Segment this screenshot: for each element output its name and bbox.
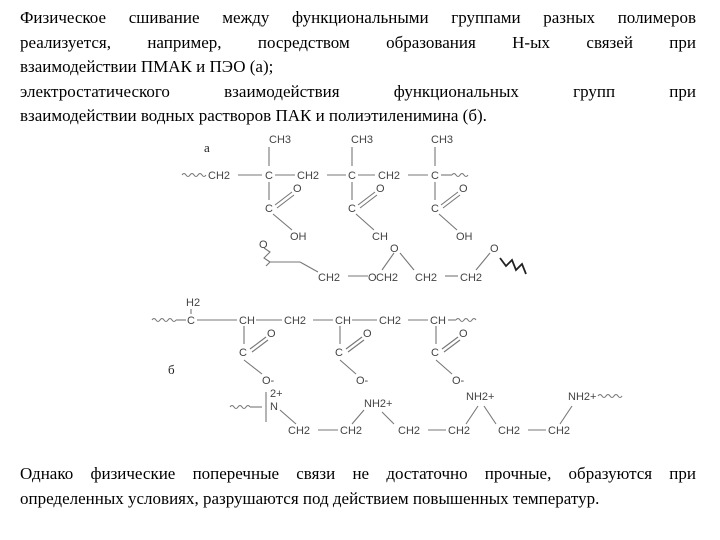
a-o-2: O — [376, 183, 385, 195]
b-ch-2: CH — [335, 315, 351, 327]
b-c-low-3: C — [431, 347, 439, 359]
a-ch3-1: CH3 — [269, 134, 292, 146]
a-ch-1: CH — [372, 231, 388, 243]
intro-line-5: взаимодействии водных растворов ПАК и полиэтиленимина (б). — [20, 106, 487, 125]
intro-line-4: электростатического взаимодействия функциональных групп при — [20, 81, 696, 101]
a-ch3-2: CH3 — [351, 134, 374, 146]
a-peo-o-mid: O — [390, 243, 399, 255]
a-peo-och2: O — [368, 272, 377, 284]
b-ominus-2: O- — [356, 375, 369, 387]
b-ch2-d: CH2 — [448, 425, 471, 437]
a-oh-1: OH — [290, 231, 307, 243]
b-nh2-3: NH2+ — [568, 391, 597, 403]
intro-line-2: реализуется, например, посредством образования H-ых связей при — [20, 32, 696, 52]
outro-line-1: Однако физические поперечные связи не достаточно прочные, образуются при — [20, 464, 696, 483]
b-nh2-1: NH2+ — [364, 398, 393, 410]
a-o-1: O — [293, 183, 302, 195]
b-ominus-3: O- — [452, 375, 465, 387]
b-ch-1: CH — [239, 315, 255, 327]
b-ch2-2: CH2 — [379, 315, 402, 327]
a-c-low-2: C — [348, 203, 356, 215]
outro-line-2: определенных условиях, разрушаются под действием повышенных температур. — [20, 488, 600, 508]
b-ch2-e: CH2 — [498, 425, 521, 437]
b-o-2: O — [363, 328, 372, 340]
b-ch-3: CH — [430, 315, 446, 327]
b-o-3: O — [459, 328, 468, 340]
b-nh2-2: NH2+ — [466, 391, 495, 403]
a-peo-ch2-3: CH2 — [415, 272, 438, 284]
a-peo-o-right: O — [490, 243, 499, 255]
a-c-low-1: C — [265, 203, 273, 215]
b-ch2-b: CH2 — [340, 425, 363, 437]
a-ch3-3: CH3 — [431, 134, 454, 146]
a-c-1: C — [265, 170, 273, 182]
intro-line-3: взаимодействии ПМАК и ПЭО (а); — [20, 57, 274, 76]
a-ch2-3: CH2 — [378, 170, 401, 182]
a-c-3: C — [431, 170, 439, 182]
intro-line-1: Физическое сшивание между функциональными группами разных полимеров — [20, 8, 696, 27]
b-ominus-1: O- — [262, 375, 275, 387]
b-c-low-2: C — [335, 347, 343, 359]
a-peo-ch2-4: CH2 — [460, 272, 483, 284]
a-ch2-2: CH2 — [297, 170, 320, 182]
intro-paragraph — [20, 6, 696, 129]
b-ch2-f: CH2 — [548, 425, 571, 437]
panel-a-label: а — [204, 140, 210, 155]
b-h2: H2 — [186, 297, 201, 309]
a-c-low-3: C — [431, 203, 439, 215]
a-peo-ch2-2: CH2 — [376, 272, 399, 284]
b-ch2-1: CH2 — [284, 315, 307, 327]
b-n-charge: 2+ — [270, 388, 283, 400]
a-peo-o-left: O — [259, 239, 268, 251]
chemical-structure-diagram — [0, 125, 720, 455]
outro-paragraph — [20, 462, 696, 511]
b-o-1: O — [267, 328, 276, 340]
b-ch2-a: CH2 — [288, 425, 311, 437]
a-peo-ch2-1: CH2 — [318, 272, 341, 284]
panel-b-label: б — [168, 362, 175, 377]
a-c-2: C — [348, 170, 356, 182]
a-o-3: O — [459, 183, 468, 195]
a-ch2-1: CH2 — [208, 170, 231, 182]
b-ch2-c: CH2 — [398, 425, 421, 437]
b-c-1: C — [187, 315, 195, 327]
a-oh-2: OH — [456, 231, 473, 243]
b-c-low-1: C — [239, 347, 247, 359]
b-n-1: N — [270, 401, 278, 413]
